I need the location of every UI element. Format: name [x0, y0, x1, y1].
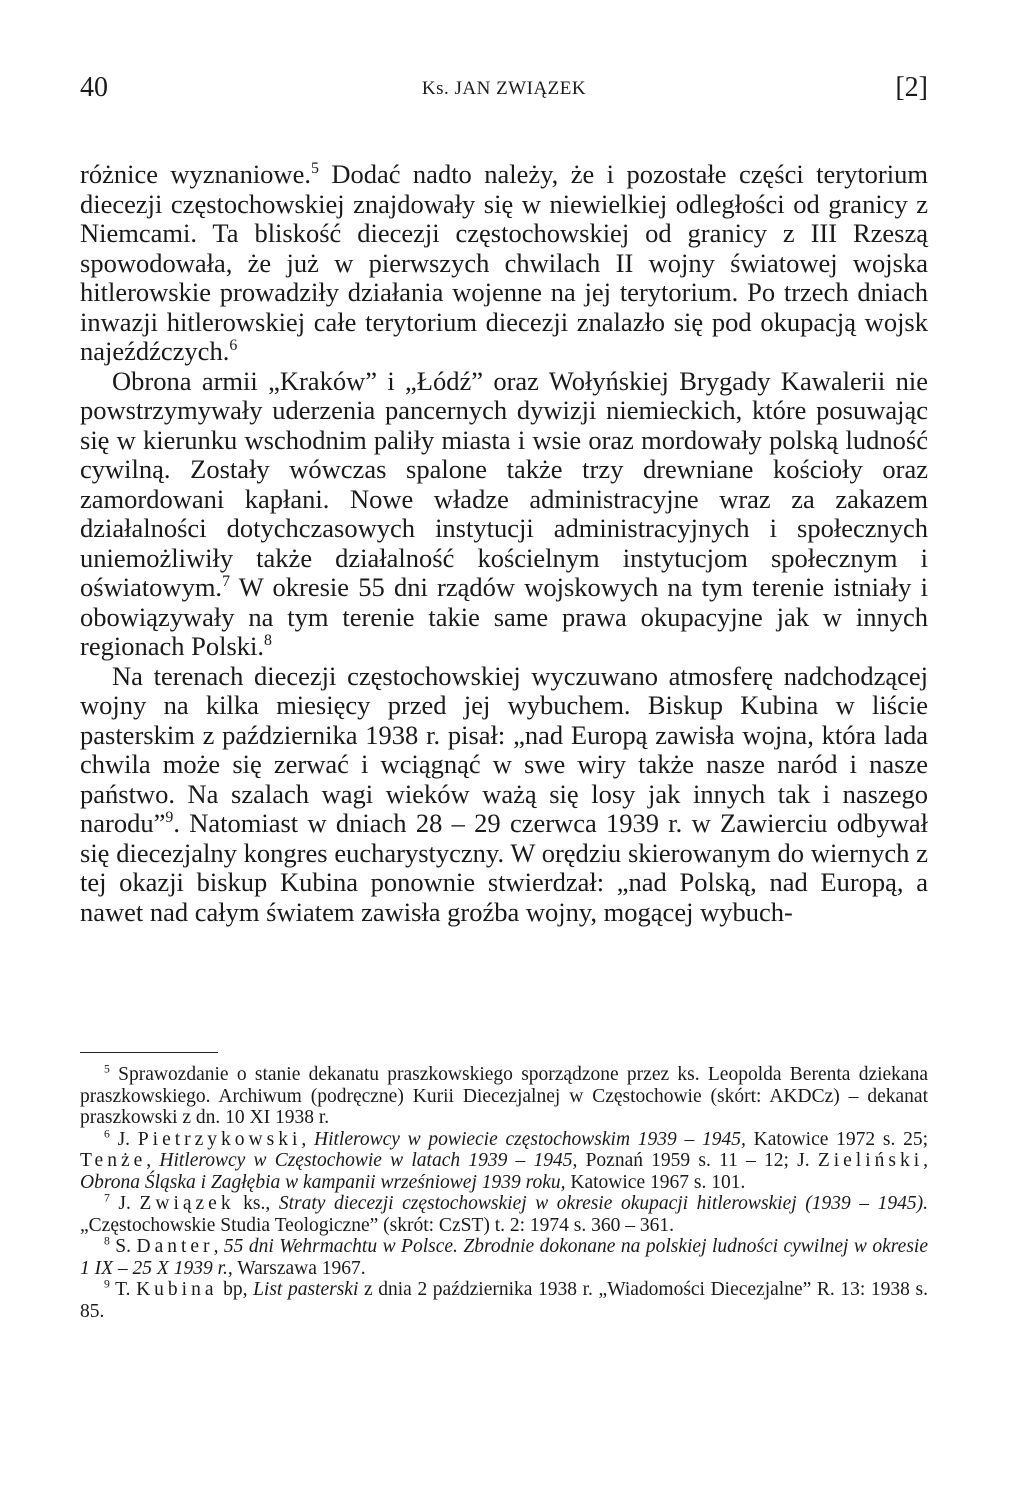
footnote-number: 9 [104, 1277, 110, 1291]
footnote-text: S. [109, 1236, 137, 1257]
footnote-ref-5[interactable]: 5 [310, 160, 319, 178]
author-name: Pietrzykowski [137, 1128, 302, 1150]
footnote-7 [80, 1193, 928, 1236]
footnote-text: , [146, 1150, 160, 1171]
work-title: 55 dni Wehrmachtu w Polsce. Zbrodnie dokonane na polskiej ludności cywilnej w okresie 1 IX – 25 X 1939 r., [80, 1236, 928, 1279]
footnote-text: Sprawozdanie o stanie dekanatu praszkowskiego sporządzone przez ks. Leopolda Berenta dziekana praszkowskiego. Archiwum (podręczne) Kurii Diecezjalnej w Częstochowie (skórt: AKDCz) – dekanat praszkowski z dn. 10 XI 1938 r. [80, 1064, 928, 1128]
footnote-6 [80, 1129, 928, 1194]
footnote-text: , [923, 1150, 929, 1171]
work-title: Straty diecezji częstochowskiej w okresie okupacji hitlerowskiej (1939 – 1945). [278, 1193, 928, 1214]
running-title: Ks. JAN ZWIĄZEK [421, 78, 587, 99]
footnote-number: 5 [104, 1062, 110, 1076]
footnote-number: 7 [104, 1191, 110, 1205]
footnote-text: Warszawa 1967. [232, 1257, 366, 1279]
paragraph-3 [80, 662, 928, 928]
footnote-text: Poznań 1959 s. 11 – 12; J. [577, 1150, 818, 1171]
work-title: Hitlerowcy w Częstochowie w latach 1939 – 1945, [159, 1150, 578, 1171]
paragraph-1 [80, 160, 928, 367]
footnote-9 [80, 1279, 928, 1322]
paragraph-text: Na terenach diecezji częstochowskiej wyczuwano atmosferę nadchodzącej wojny na kilka miesięcy przed jej wybuchem. Biskup Kubina w liście pasterskim z października 1938 r. pisał: „nad Europą zawisła wojna, która lada chwila może się zerwać i wciągnąć w swe wiry także nasze naród i nasze państwo. Na szalach wagi wieków ważą się losy jak innych tak i naszego narodu” [80, 660, 928, 838]
paragraph-text: różnice wyznaniowe. [80, 159, 311, 189]
author-name: Kubina [136, 1279, 218, 1300]
footnote-divider [80, 1052, 218, 1053]
main-text [80, 160, 928, 927]
paragraph-text: . Natomiast w dniach 28 – 29 czerwca 1939 r. w Zawierciu odbywał się diecezjalny kongres eucharystyczny. W orędziu skierowanym do wiernych z tej okazji biskup Kubina ponownie stwierdzał: „nad Polską, nad Europą, a nawet nad całym światem zawisła groźba wojny, mogącej wybuch- [80, 808, 928, 927]
footnote-5 [80, 1064, 928, 1129]
footnote-text: ks., [234, 1193, 279, 1214]
footnote-text: , [213, 1236, 224, 1257]
page-number: 40 [80, 72, 108, 103]
paragraph-2 [80, 367, 928, 662]
footnote-number: 8 [104, 1234, 110, 1248]
work-title: Hitlerowcy w powiecie częstochowskim 1939 – 1945, [314, 1128, 746, 1150]
footnote-ref-7[interactable]: 7 [222, 573, 231, 591]
page-header [80, 72, 928, 112]
footnote-text: J. [109, 1193, 140, 1214]
paragraph-text: W okresie 55 dni rządów wojskowych na tym terenie istniały i obowiązywały na tym terenie takie same prawa okupacyjne jak w innych regionach Polski. [80, 572, 928, 661]
author-name: Zieliński [817, 1150, 924, 1171]
footnote-text: „Częstochowskie Studia Teologiczne” (skrót: CzST) t. 2: 1974 s. 360 – 361. [80, 1214, 675, 1236]
footnote-text: Katowice 1972 s. 25; [745, 1128, 929, 1150]
work-title: List pasterski [253, 1279, 359, 1300]
footnote-ref-6[interactable]: 6 [229, 337, 238, 355]
paragraph-text: Dodać nadto należy, że i pozostałe części terytorium diecezji częstochowskiej znajdowały się w niewielkiej odległości od granicy z Niemcami. Ta bliskość diecezji częstochowskiej od granicy z III Rzeszą spowodowała, że już w pierwszych chwilach II wojny światowej wojska hitlerowskie prowadziły działania wojenne na jej terytorium. Po trzech dniach inwazji hitlerowskiej całe terytorium diecezji znalazło się pod okupacją wojsk najeźdźczych. [80, 159, 928, 366]
footnotes [80, 1064, 928, 1322]
footnote-ref-9[interactable]: 9 [165, 809, 174, 827]
footnote-text: Katowice 1967 s. 101. [565, 1171, 746, 1193]
author-name: Tenże [80, 1150, 147, 1171]
author-name: Związek [139, 1193, 235, 1214]
work-title: Obrona Śląska i Zagłębia w kampanii wrześniowej 1939 roku, [80, 1171, 566, 1193]
footnote-text: T. [109, 1279, 137, 1300]
author-name: Danter [136, 1236, 214, 1257]
footnote-text: , [301, 1128, 315, 1150]
footnote-text: J. [109, 1128, 138, 1150]
paragraph-text: Obrona armii „Kraków” i „Łódź” oraz Wołyńskiej Brygady Kawalerii nie powstrzymywały uderzenia pancernych dywizji niemieckich, które posuwając się w kierunku wschodnim paliły miasta i wsie oraz mordowały polską ludność cywilną. Zostały wówczas spalone także trzy drewniane kościoły oraz zamordowani kapłani. Nowe władze administracyjne wraz za zakazem działalności dotychczasowych instytucji administracyjnych i społecznych uniemożliwiły także działalność kościelnym instytucjom społecznym i oświatowym. [80, 365, 928, 602]
footnote-ref-8[interactable]: 8 [264, 632, 272, 650]
footnote-8 [80, 1236, 928, 1279]
footnote-number: 6 [104, 1127, 110, 1140]
footnote-text: z dnia 2 października 1938 r. „Wiadomości Diecezjalne” R. 13: 1938 s. 85. [80, 1279, 928, 1322]
section-marker: [2] [895, 72, 928, 103]
footnote-text: bp, [217, 1279, 254, 1300]
